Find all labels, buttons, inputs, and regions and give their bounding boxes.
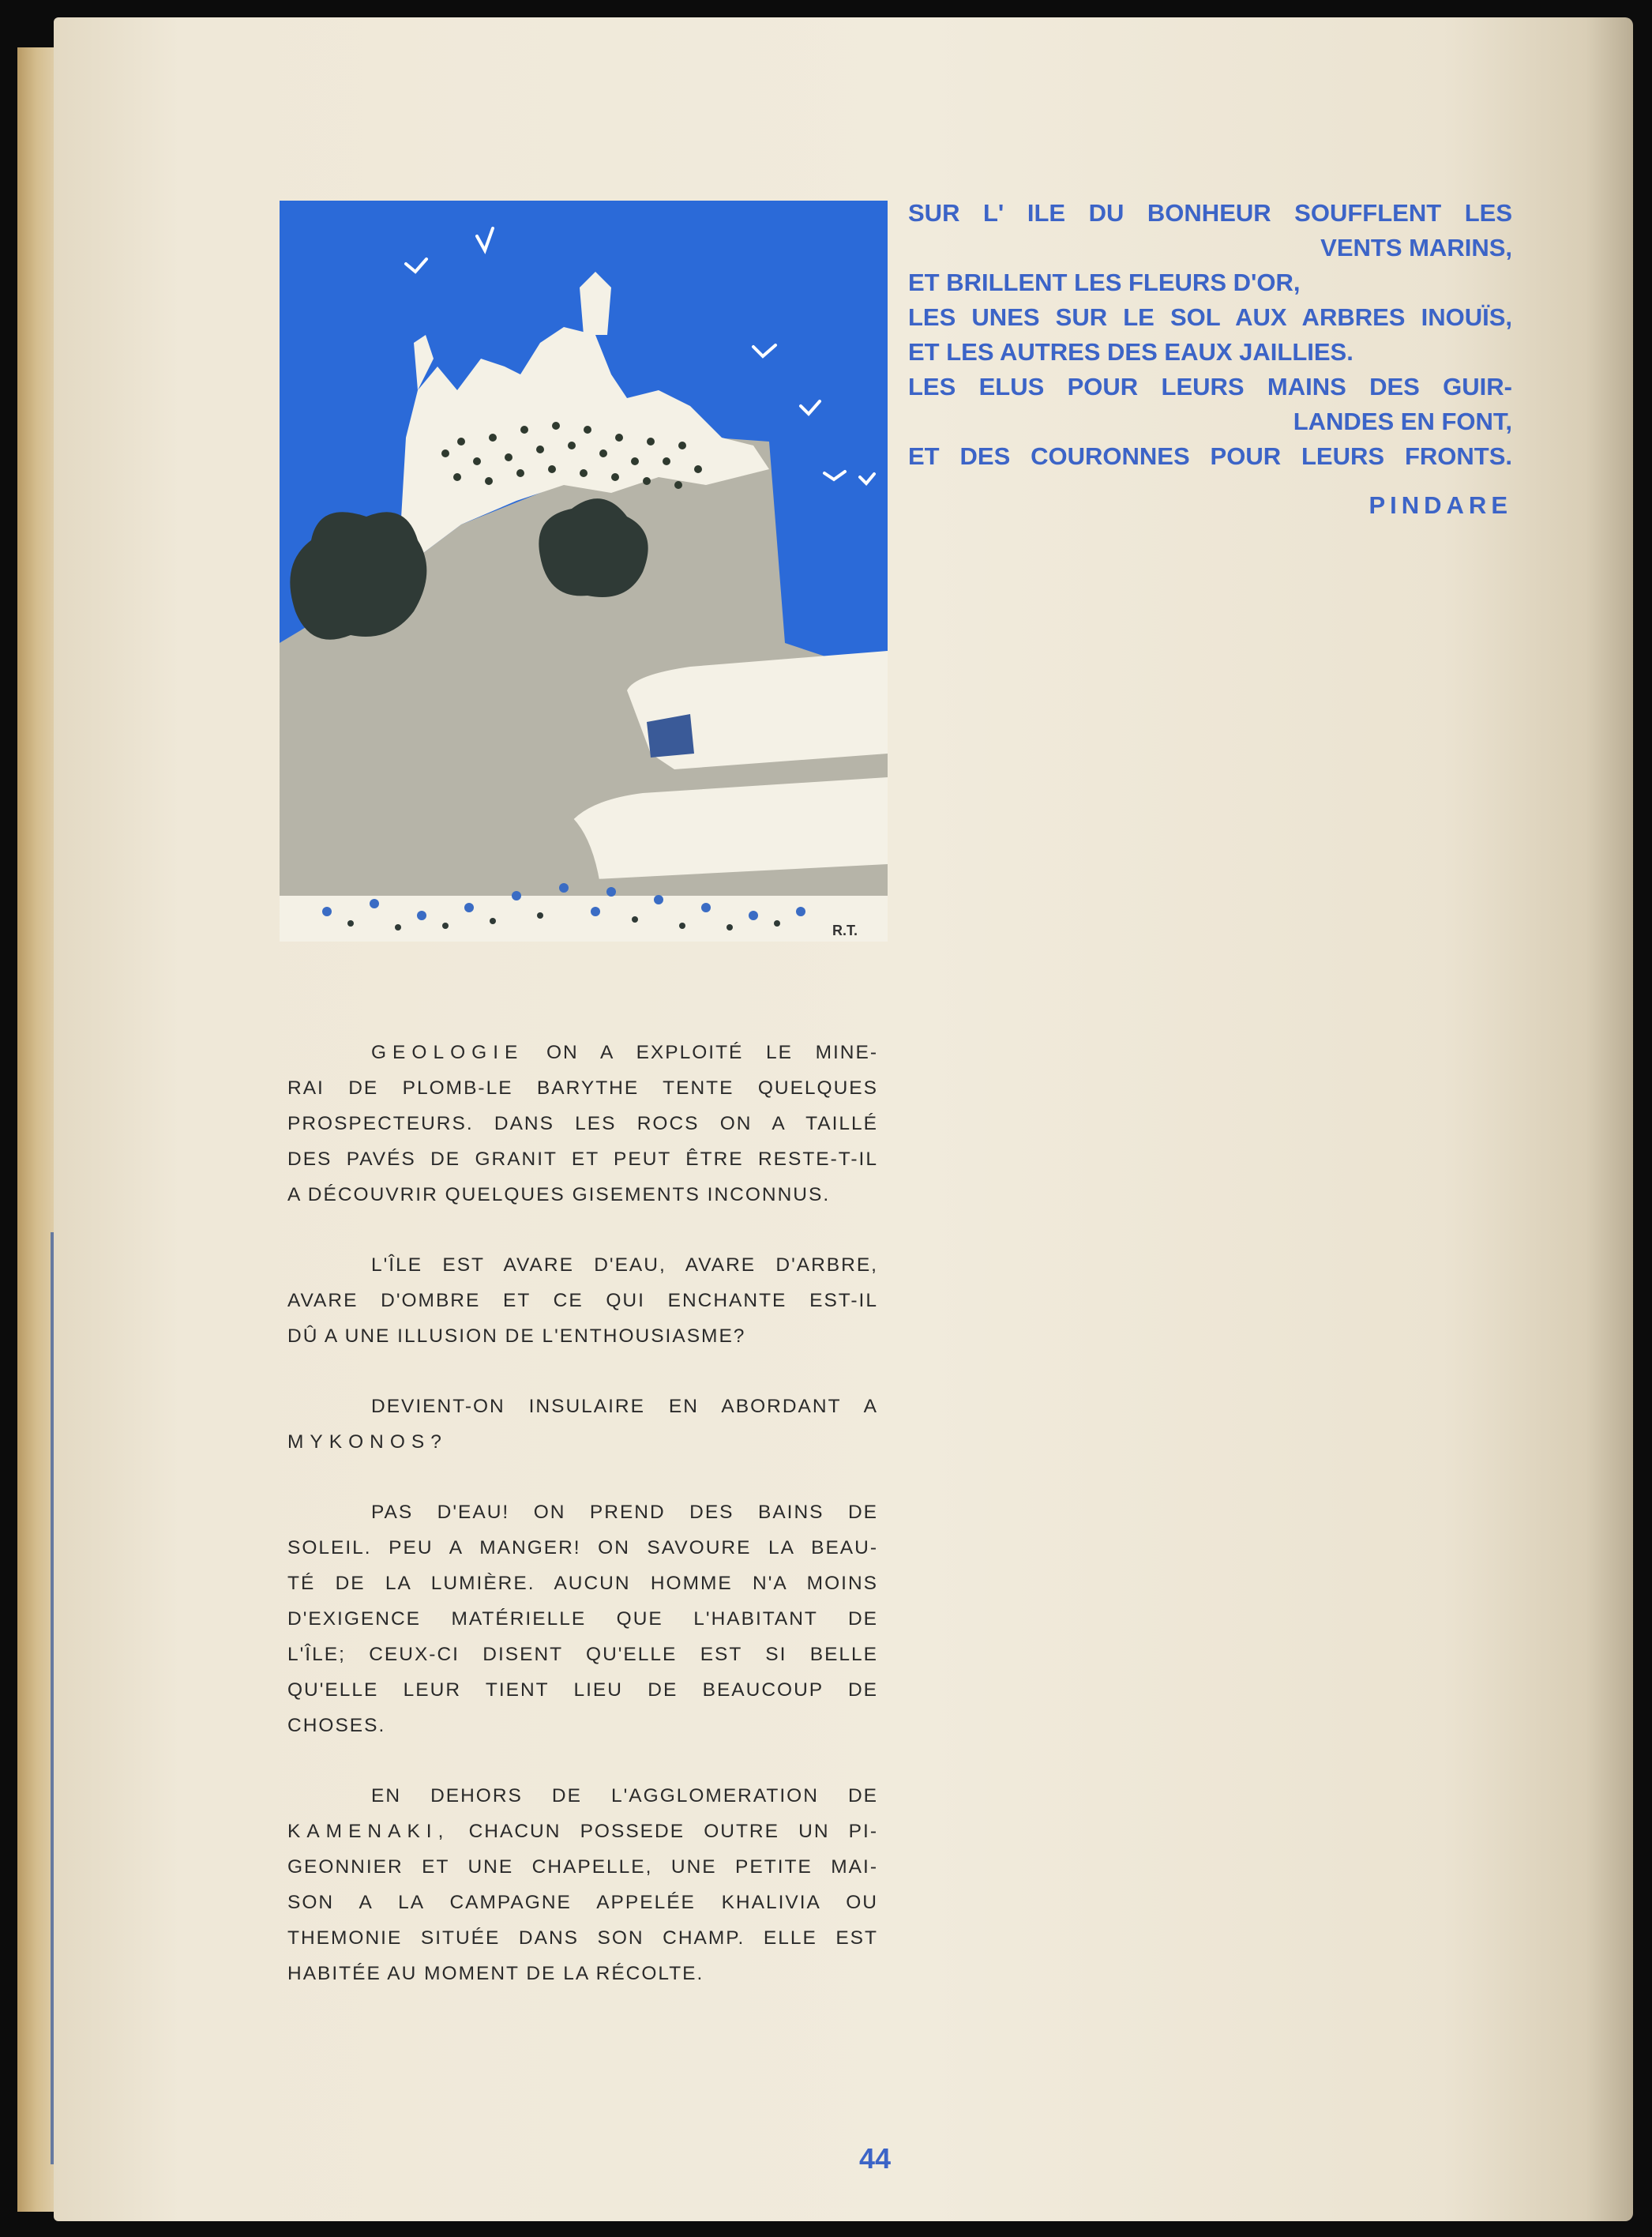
poem-block [908,196,1512,523]
mykonos-dovecote-illustration [280,201,888,942]
poem-line: ET LES AUTRES DES EAUX JAILLIES. [908,338,1354,366]
poem-line: LES UNES SUR LE SOL AUX ARBRES INOUÏS, [908,303,1512,331]
text-line: PROSPECTEURS. DANS LES ROCS ON A TAILLÉ [287,1113,878,1134]
text-line: TÉ DE LA LUMIÈRE. AUCUN HOMME N'A MOINS [287,1573,878,1594]
body-text [287,1035,878,2026]
text-line: THEMONIE SITUÉE DANS SON CHAMP. ELLE EST [287,1927,878,1949]
text-line: RAI DE PLOMB-LE BARYTHE TENTE QUELQUES [287,1077,878,1099]
text-line: DEVIENT-ON INSULAIRE EN ABORDANT A [371,1396,878,1417]
text-line: CHOSES. [287,1715,386,1736]
paragraph-eau [287,1494,878,1743]
text-line: QU'ELLE LEUR TIENT LIEU DE BEAUCOUP DE [287,1679,878,1701]
poem-line: LANDES EN FONT, [1293,408,1512,435]
text-line: DÛ A UNE ILLUSION DE L'ENTHOUSIASME? [287,1325,746,1347]
text-fragment: CHACUN POSSEDE OUTRE UN PI- [468,1821,878,1842]
text-line: EN DEHORS DE L'AGGLOMERATION DE [371,1785,878,1807]
lead-word: KAMENAKI, [287,1821,450,1842]
paragraph-ile [287,1247,878,1354]
text-line: MYKONOS? [287,1431,448,1453]
text-line: A DÉCOUVRIR QUELQUES GISEMENTS INCONNUS. [287,1184,831,1205]
text-line: DES PAVÉS DE GRANIT ET PEUT ÊTRE RESTE-T-IL [287,1149,878,1170]
poem-line: ET BRILLENT LES FLEURS D'OR, [908,269,1301,296]
text-line: AVARE D'OMBRE ET CE QUI ENCHANTE EST-IL [287,1290,878,1311]
paragraph-geologie [287,1035,878,1212]
poem-line: VENTS MARINS, [1320,234,1512,261]
text-line: SON A LA CAMPAGNE APPELÉE KHALIVIA OU [287,1892,878,1913]
text-fragment: ON A EXPLOITÉ LE MINE- [546,1042,879,1063]
text-line: GEONNIER ET UNE CHAPELLE, UNE PETITE MAI- [287,1856,878,1878]
poem-line: LES ELUS POUR LEURS MAINS DES GUIR- [908,373,1512,400]
text-line [287,1035,878,1070]
text-line: SOLEIL. PEU A MANGER! ON SAVOURE LA BEAU- [287,1537,878,1558]
lead-word: GEOLOGIE [371,1042,524,1063]
page-number: 44 [859,2142,892,2175]
text-line: D'EXIGENCE MATÉRIELLE QUE L'HABITANT DE [287,1608,878,1630]
paragraph-insulaire [287,1389,878,1460]
poem-line: ET DES COURONNES POUR LEURS FRONTS. [908,442,1512,470]
poem-line: SUR L' ILE DU BONHEUR SOUFFLENT LES [908,199,1512,227]
paragraph-kamenaki [287,1778,878,1991]
poem-author: PINDARE [1369,491,1512,519]
text-line: L'ÎLE EST AVARE D'EAU, AVARE D'ARBRE, [371,1254,878,1276]
text-line: PAS D'EAU! ON PREND DES BAINS DE [371,1502,878,1523]
artist-signature: R.T. [832,923,858,938]
text-line: HABITÉE AU MOMENT DE LA RÉCOLTE. [287,1963,704,1984]
text-line: L'ÎLE; CEUX-CI DISENT QU'ELLE EST SI BELLE [287,1644,878,1665]
text-line [287,1814,878,1849]
